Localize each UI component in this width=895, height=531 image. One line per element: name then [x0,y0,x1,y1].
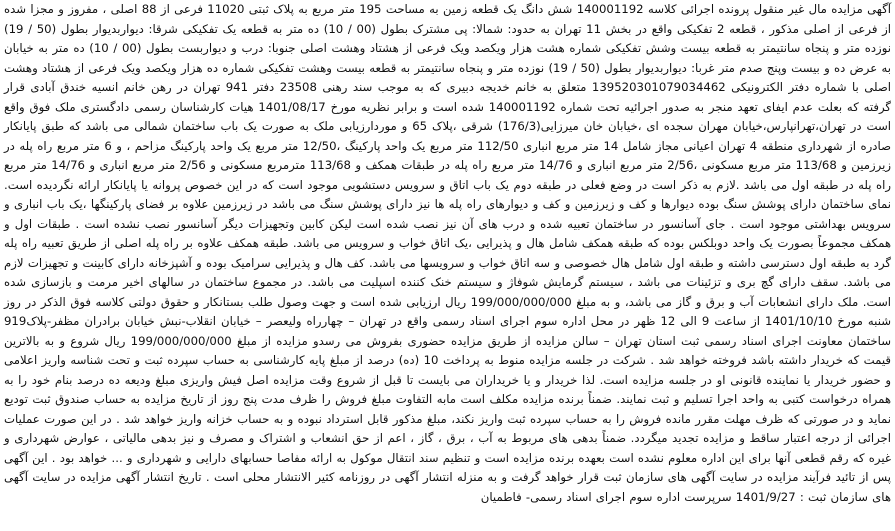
auction-notice-body: آگهی مزایده مال غیر منقول پرونده اجرائی کلاسه 140001192 شش دانگ یک قطعه زمین به مساحت 195 متر مربع به پلاک ثبتی 11020 فرعی از 88 اصلی ، مفروز و مجزا شده از فرعی از اصلی مذکور ، قطعه 2 تفکیکی واقع در بخش 11 تهران به حدود: شمالا: پی مشترک بطول (00 / 10) ده متر به قطعه یک تفکیکی شرقا: دیواربدیوار بطول (50 / 19) نوزده متر و پنجاه سانتیمتر به قطعه بیست وشش تفکیکی شماره هشت هزار ویکصد ویک فرعی از هشتاد وهشت اصلی جنوبا: درب و دیواربست بطول (00 / 10) ده متر به خیابان به عرض ده و بیست وپنج صدم متر غربا: دیواربدیوار بطول (50 / 19) نوزده متر و پنجاه سانتیمتر به قطعه بیست وهشت تفکیکی شماره ده هزار ویکصد ویک فرعی از هشتاد وهشت اصلی با شماره دفتر الکترونیکی 139520301079034462 متعلق به خانم خدیجه دبیری که به موجب سند رهنی 23508 دفتر 941 تهران در رهن خانم انسیه خندق آبادی قرار گرفته که بعلت عدم ایفای تعهد منجر به صدور اجرائیه تحت شماره 140001192 شده است و برابر نظریه مورخ 1401/08/17 هیات کارشناسان رسمی دادگستری ملک فوق واقع است در تهران،تهرانپارس،خیابان مهران سجده ای ،خیابان خان میرزایی(176/3) شرقی ،پلاک 65 و موردارزیابی ملک به صورت یک باب ساختمان شمالی می باشد که طبق پایانکار صادره از شهرداری منطقه 4 تهران اعیانی مجاز شامل 14 متر مربع انباری 112/50 متر مربع یک واحد پارکینگ ،12/50 متر مربع یک واحد پارکینگ مزاحم ، و 6 متر مربع راه پله در زیرزمین و 113/68 متر مربع مسکونی ،2/56 متر مربع انباری و 14/76 متر مربع راه پله در طبقات همکف و 113/68 مترمربع مسکونی و 2/56 متر مربع انباری و 14/76 متر مربع راه پله در طبقه اول می باشد .لازم به ذکر است در وضع فعلی در طبقه دوم یک باب اتاق و سرویس دستشویی موجود است که در این خصوص پروانه یا پایانکار ارائه نگردیده است. نمای ساختمان دارای پوشش سنگ بوده دیوارها و کف و زیرزمین و کف و دیوارهای راه پله ها نیز دارای پوشش سنگ می باشد در زیرزمین علاوه بر فضای پارکینگها ،یک باب انباری و سرویس بهداشتی موجود است . جای آسانسور در ساختمان تعبیه شده و درب های آن نیز نصب شده است لیکن کابین وتجهیزات دیگر آسانسور نصب نشده است . طبقات اول و همکف مجموعاً بصورت یک واحد دوبلکس بوده که طبقه همکف شامل هال و پذیرایی ،یک اتاق خواب و سرویس می باشد. طبقه همکف علاوه بر راه پله اصلی از طریق تعبیه راه پله گرد به طبقه اول دسترسی داشته و طبقه اول شامل هال خصوصی و سه اتاق خواب و سرویسها می باشد. کف هال و پذیرایی سرامیک بوده و آشپزخانه دارای کابینت و تجهیزات لازم می باشد. سقف دارای گچ بری و تزئینات می باشد ، سیستم گرمایش شوفاژ و سیستم خنک کننده اسپلیت می باشد. در مجموع ساختمان در سالهای اخیر مرمت و بازسازی شده است. ملک دارای انشعابات آب و برق و گاز می باشد، و به مبلغ 199/000/000/000 ریال ارزیابی شده است و جهت وصول طلب بستانکار و حقوق دولتی کلاسه فوق الذکر در روز شنبه مورخ 1401/10/10 از ساعت 9 الی 12 ظهر در محل اداره سوم اجرای اسناد رسمی واقع در تهران – چهارراه ولیعصر – خیابان انقلاب-نبش خیابان برادران مظفر-پلاک919 ساختمان معاونت اجرای اسناد رسمی ثبت استان تهران – سالن مزایده از طریق مزایده حضوری بفروش می رسدو مزایده از مبلغ 199/000/000/000 ریال شروع و به بالاترین قیمت که خریدار داشته باشد فروخته خواهد شد . شرکت در جلسه مزایده منوط به پرداخت 10 (ده) درصد از مبلغ پایه کارشناسی به حساب سپرده ثبت و تحت شناسه واریز اعلامی و حضور خریدار یا نماینده قانونی او در جلسه مزایده است. لذا خریدار و یا خریداران می بایست تا قبل از شروع وقت مزایده اصل فیش واریزی مبلغ ودیعه ده درصد بنام خود را به همراه درخواست کتبی به واحد اجرا تسلیم و ثبت نمایند. ضمناً برنده مزایده مکلف است مابه التفاوت مبلغ فروش را ظرف مدت پنج روز از تاریخ مزایده به حساب صندوق ثبت تودیع نماید و در صورتی که ظرف مهلت مقرر مانده فروش را به حساب سپرده ثبت واریز نکند، مبلغ مذکور قابل استرداد نبوده و به حساب خزانه واریز خواهد شد . در این صورت عملیات اجرائی از درجه اعتبار ساقط و مزایده تجدید میگردد. ضمناً بدهی های مربوط به آب ، برق ، گاز ، اعم از حق انشعاب و اشتراک و مصرف و نیز بدهی مالیاتی ، عوارض شهرداری و غیره که رقم قطعی آنها برای این اداره معلوم نشده است بعهده برنده مزایده است و تنظیم سند انتقال موکول به ارائه مفاصا حسابهای دارایی و شهرداری و ... خواهد بود . این آگهی پس از تائید فرآیند مزایده در سایت آگهی های سازمان ثبت قرار خواهد گرفت و به منزله انتشار آگهی در روزنامه کثیر الانتشار محلی است . تاریخ انتشار آگهی مزایده در سایت آگهی های سازمان ثبت : 1401/9/27 سرپرست اداره سوم اجرای اسناد رسمی- فاطمیان [4,2,892,504]
auction-notice-text [4,0,891,507]
